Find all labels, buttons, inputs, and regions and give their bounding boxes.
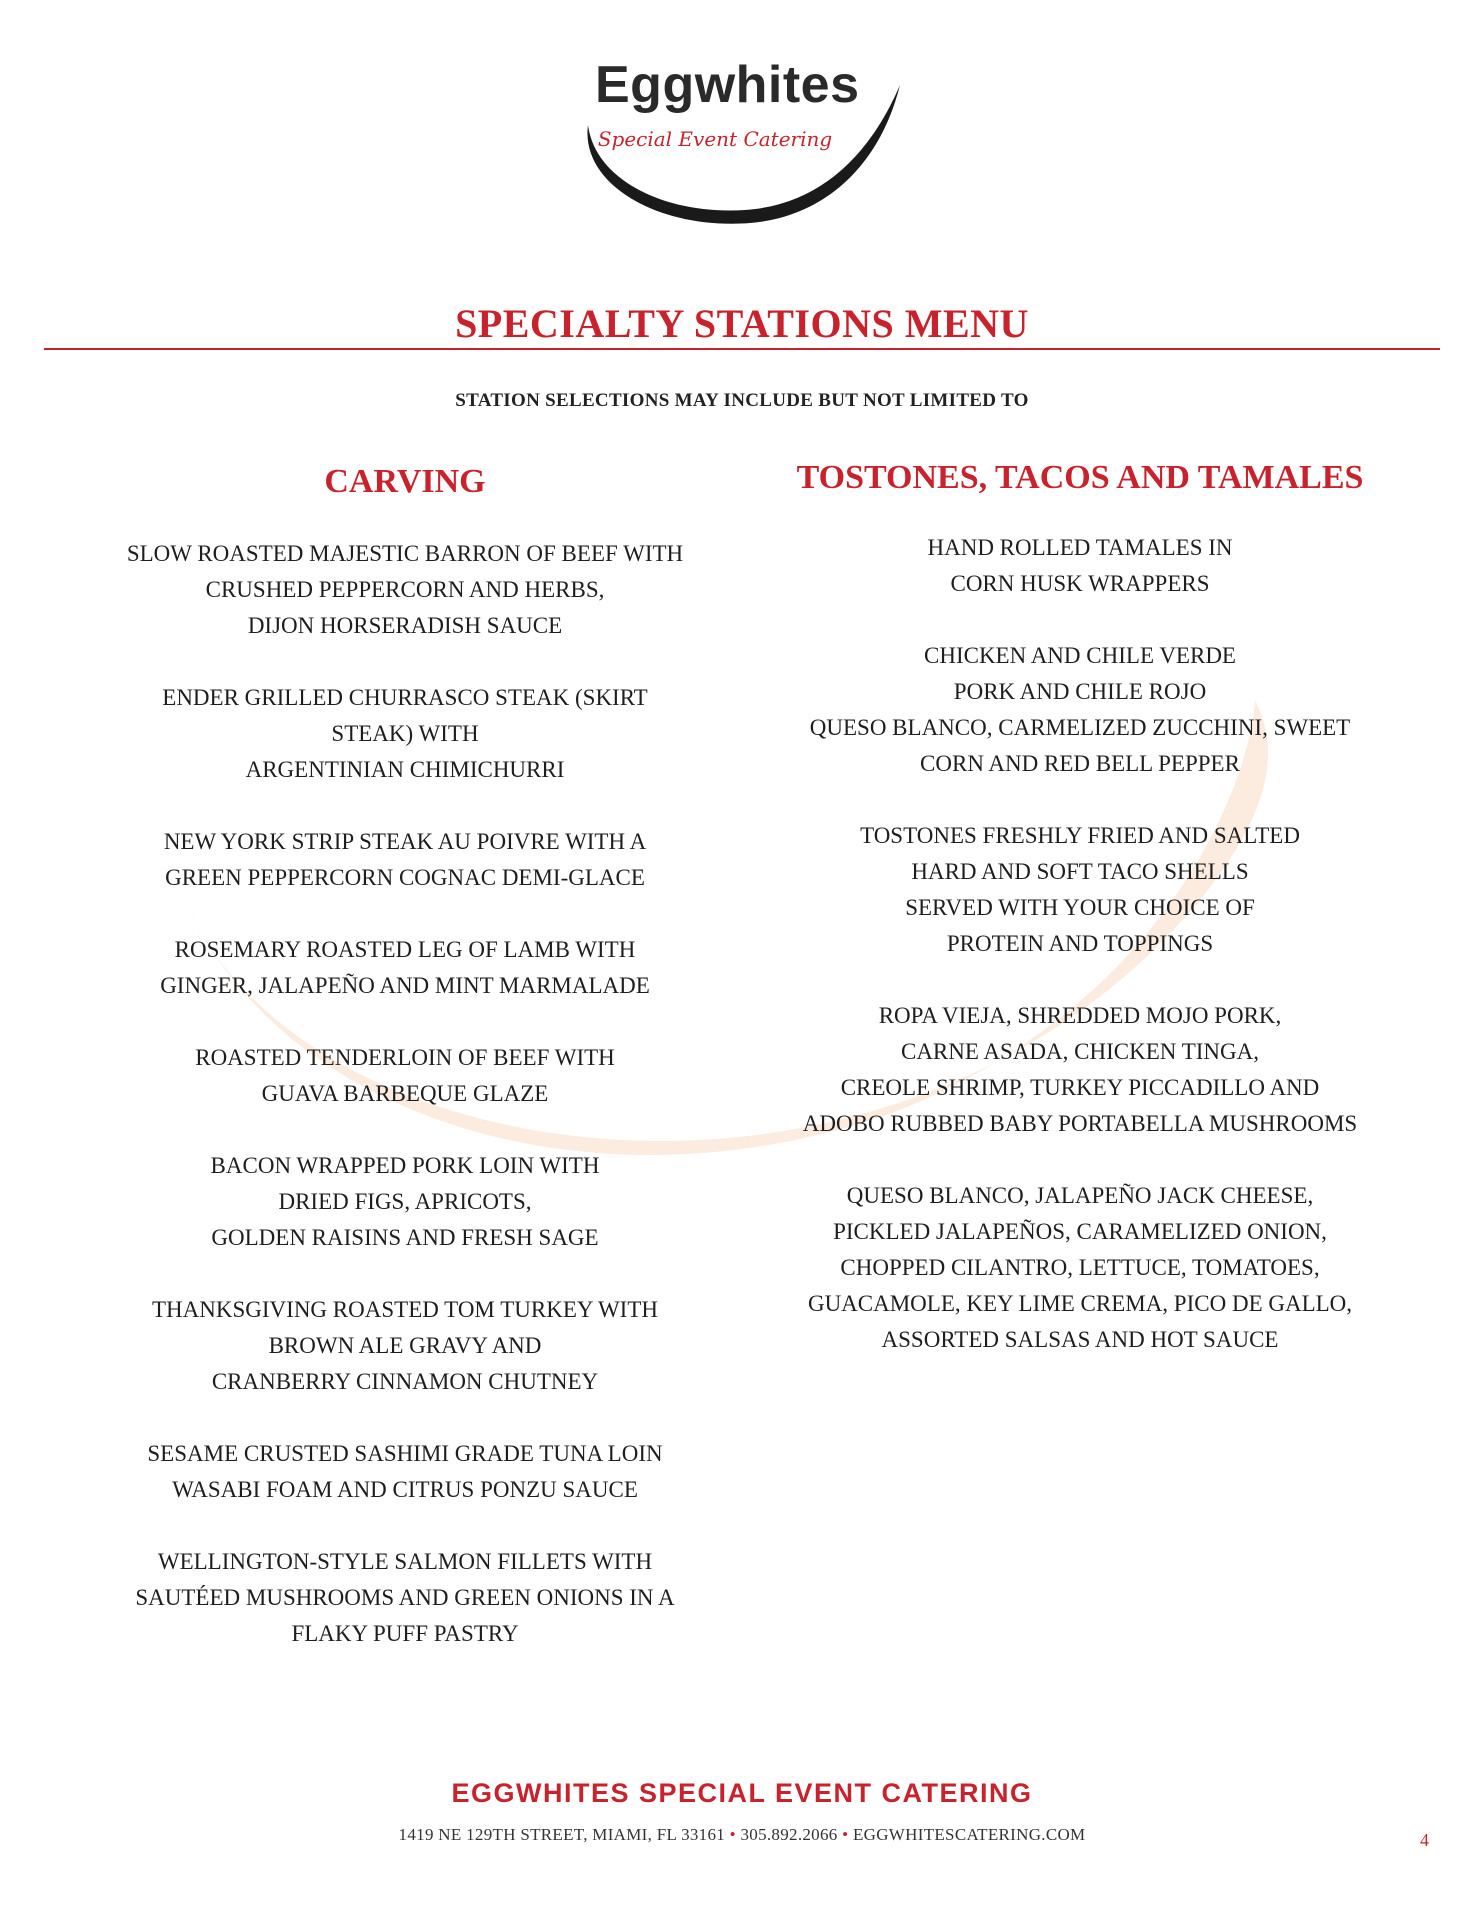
menu-item-line: ENDER GRILLED CHURRASCO STEAK (SKIRT [162,685,648,710]
tostones-items [760,530,1400,1358]
menu-item-line: CORN AND RED BELL PEPPER [920,751,1240,776]
menu-item-line: GOLDEN RAISINS AND FRESH SAGE [211,1225,599,1250]
menu-subtitle: STATION SELECTIONS MAY INCLUDE BUT NOT LIMITED TO [455,390,1029,411]
menu-item-line: SESAME CRUSTED SASHIMI GRADE TUNA LOIN [147,1441,663,1466]
menu-item-line: NEW YORK STRIP STEAK AU POIVRE WITH A [163,829,647,854]
menu-item-line: DRIED FIGS, APRICOTS, [278,1189,532,1214]
menu-item [760,818,1400,962]
footer-address: 1419 NE 129TH STREET, MIAMI, FL 33161 [398,1825,726,1844]
footer-contact [0,1825,1484,1845]
menu-item-line: WELLINGTON-STYLE SALMON FILLETS WITH [157,1549,653,1574]
menu-item-line: SLOW ROASTED MAJESTIC BARRON OF BEEF WITH [126,541,684,566]
menu-item-line: STEAK) WITH [331,721,479,746]
menu-item-line: DIJON HORSERADISH SAUCE [247,613,563,638]
menu-item-line: PORK AND CHILE ROJO [953,679,1207,704]
menu-item-line: SAUTÉED MUSHROOMS AND GREEN ONIONS IN A [135,1585,675,1610]
tostones-column [760,456,1400,1394]
menu-item-line: CRUSHED PEPPERCORN AND HERBS, [205,577,605,602]
menu-item-line: QUESO BLANCO, JALAPEÑO JACK CHEESE, [846,1183,1314,1208]
menu-item-line: GREEN PEPPERCORN COGNAC DEMI-GLACE [165,865,645,890]
menu-item-line: CARNE ASADA, CHICKEN TINGA, [900,1039,1259,1064]
carving-column [90,460,720,1688]
menu-item [90,824,720,896]
menu-item [90,932,720,1004]
menu-item-line: BACON WRAPPED PORK LOIN WITH [210,1153,600,1178]
menu-item-line: ROASTED TENDERLOIN OF BEEF WITH [195,1045,615,1070]
menu-item-line: PROTEIN AND TOPPINGS [946,931,1214,956]
menu-item [90,1544,720,1652]
carving-items [90,536,720,1652]
footer-website: EGGWHITESCATERING.COM [852,1825,1086,1844]
page-title: SPECIALTY STATIONS MENU [455,301,1029,346]
menu-item-line: HAND ROLLED TAMALES IN [927,535,1233,560]
menu-item-line: CORN HUSK WRAPPERS [950,571,1210,596]
menu-item-line: SERVED WITH YOUR CHOICE OF [905,895,1255,920]
menu-item-line: ADOBO RUBBED BABY PORTABELLA MUSHROOMS [802,1111,1358,1136]
menu-item-line: THANKSGIVING ROASTED TOM TURKEY WITH [152,1297,658,1322]
menu-item [90,680,720,788]
menu-item [760,1178,1400,1358]
menu-item-line: TOSTONES FRESHLY FRIED AND SALTED [860,823,1300,848]
menu-item-line: ROSEMARY ROASTED LEG OF LAMB WITH [174,937,636,962]
menu-item-line: ROPA VIEJA, SHREDDED MOJO PORK, [878,1003,1282,1028]
footer-separator: • [729,1825,736,1844]
menu-item [90,1040,720,1112]
menu-item-line: CREOLE SHRIMP, TURKEY PICCADILLO AND [840,1075,1320,1100]
menu-item-line: CHICKEN AND CHILE VERDE [924,643,1236,668]
menu-item-line: GUACAMOLE, KEY LIME CREMA, PICO DE GALLO, [807,1291,1353,1316]
menu-item-line: ASSORTED SALSAS AND HOT SAUCE [881,1327,1279,1352]
footer-company-name: EGGWHITES SPECIAL EVENT CATERING [451,1778,1033,1808]
menu-item [90,1292,720,1400]
company-logo [570,55,910,245]
menu-item [90,536,720,644]
menu-item-line: GUAVA BARBEQUE GLAZE [261,1081,549,1106]
logo-tagline: Special Event Catering [597,127,833,151]
carving-heading: CARVING [324,463,486,500]
menu-item [760,638,1400,782]
page-number: 4 [1420,1830,1429,1850]
menu-item-line: FLAKY PUFF PASTRY [291,1621,519,1646]
menu-item [760,530,1400,602]
footer-phone: 305.892.2066 [740,1825,838,1844]
menu-item-line: ARGENTINIAN CHIMICHURRI [245,757,565,782]
menu-item [760,998,1400,1142]
tostones-heading: TOSTONES, TACOS AND TAMALES [796,459,1364,496]
menu-item-line: BROWN ALE GRAVY AND [268,1333,542,1358]
title-divider [44,348,1440,350]
menu-item [90,1436,720,1508]
menu-item-line: HARD AND SOFT TACO SHELLS [911,859,1249,884]
menu-item-line: PICKLED JALAPEÑOS, CARAMELIZED ONION, [833,1219,1327,1244]
logo-wordmark: Eggwhites [595,56,860,114]
menu-item [90,1148,720,1256]
menu-item-line: CRANBERRY CINNAMON CHUTNEY [211,1369,599,1394]
menu-item-line: CHOPPED CILANTRO, LETTUCE, TOMATOES, [840,1255,1320,1280]
menu-item-line: QUESO BLANCO, CARMELIZED ZUCCHINI, SWEET [809,715,1351,740]
menu-item-line: GINGER, JALAPEÑO AND MINT MARMALADE [160,973,650,998]
menu-item-line: WASABI FOAM AND CITRUS PONZU SAUCE [172,1477,638,1502]
footer-separator: • [842,1825,849,1844]
